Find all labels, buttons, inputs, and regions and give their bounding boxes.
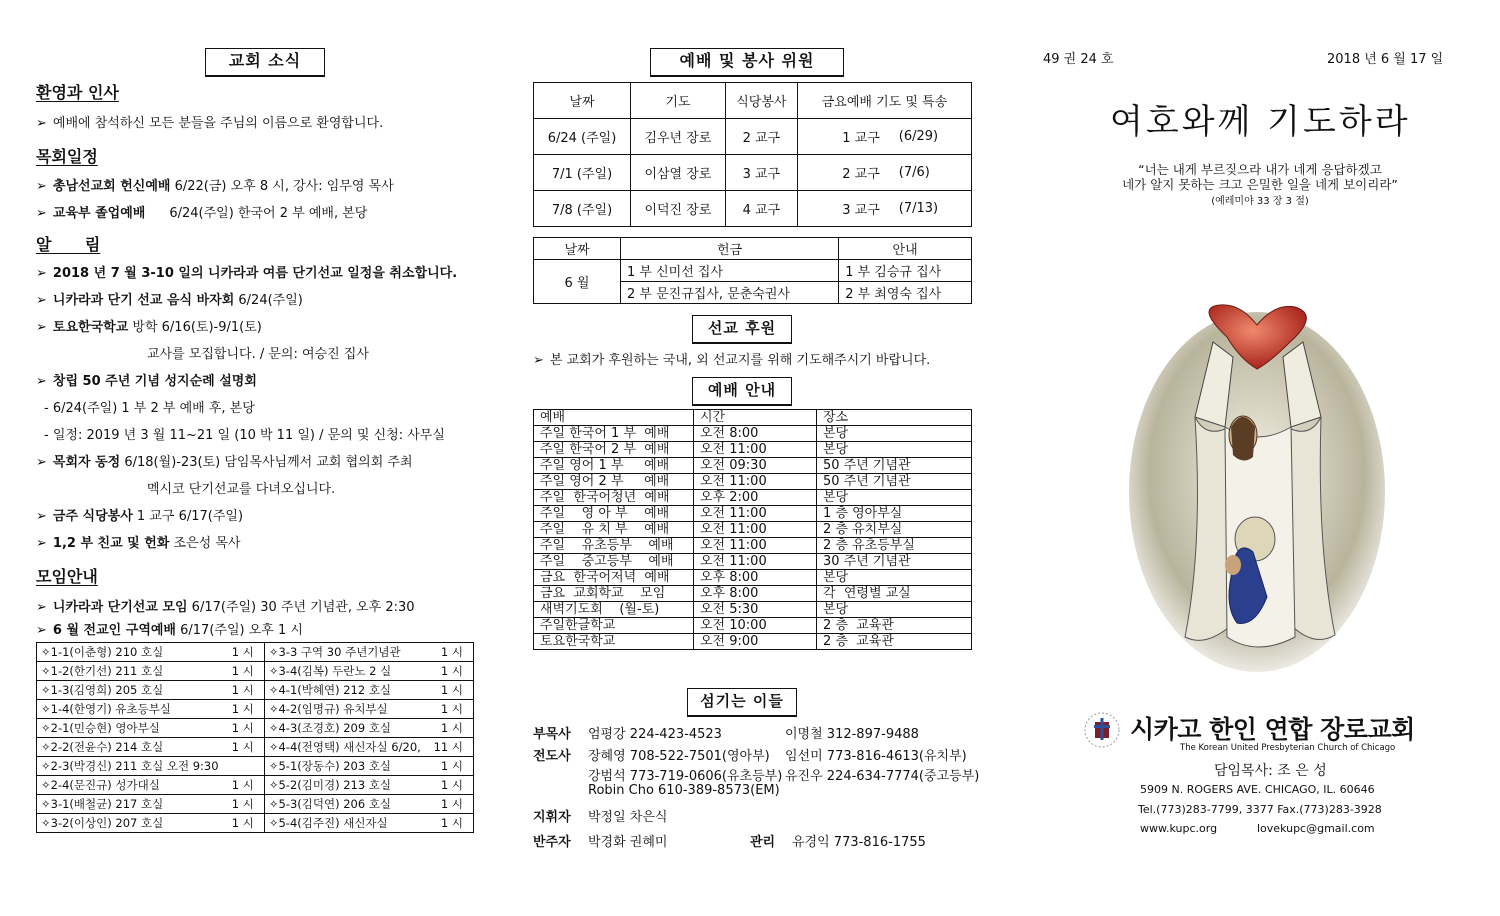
table-cell: 1 시 [227, 738, 264, 757]
table-cell: 오전 11:00 [694, 506, 817, 522]
table-cell: 2 부 문진규집사, 문춘숙권사 [621, 282, 839, 304]
table-cell: ✧3-4(김복) 두란노 2 실 [264, 662, 428, 681]
table-cell: 1 부 김승규 집사 [839, 260, 972, 282]
table-cell: ✧3-2(이상인) 207 호실 [37, 814, 227, 833]
table-cell: 1 시 [227, 700, 264, 719]
table-cell: 오전 11:00 [694, 442, 817, 458]
table-cell: 본당 [817, 570, 972, 586]
table-cell: 1 층 영아부실 [817, 506, 972, 522]
table-cell: 1 시 [429, 757, 474, 776]
church-logo [1082, 710, 1122, 750]
table-cell: 2 층 유치부실 [817, 522, 972, 538]
table-row [534, 506, 972, 522]
staff-label: 지휘자 [533, 810, 571, 825]
table-cell: 새벽기도회 (월-토) [534, 602, 694, 618]
column-header: 기도 [631, 83, 726, 119]
table-cell: 1 시 [429, 643, 474, 662]
table-row [37, 795, 474, 814]
column-header: 날짜 [534, 83, 631, 119]
table-cell: ✧3-1(배철균) 217 호실 [37, 795, 227, 814]
table-cell: ✧2-2(전윤수) 214 호실 [37, 738, 227, 757]
table-cell: 1 부 신미선 집사 [621, 260, 839, 282]
table-cell: 6 월 [534, 260, 621, 304]
column-header: 시간 [694, 410, 817, 426]
table-cell: 주일 영어 2 부 예배 [534, 474, 694, 490]
table-cell: 2 층 교육관 [817, 618, 972, 634]
table-cell: ✧4-3(조경호) 209 호실 [264, 719, 428, 738]
column-header: 식당봉사 [725, 83, 797, 119]
table-cell: 주일 한국어청년 예배 [534, 490, 694, 506]
table-cell: 3 교구 [797, 191, 897, 227]
column-header: 날짜 [534, 238, 621, 260]
table-cell: 1 시 [227, 643, 264, 662]
column-header: 헌금 [621, 238, 839, 260]
cover-illustration [1125, 297, 1390, 675]
table-row [37, 700, 474, 719]
church-phone: Tel.(773)283-7799, 3377 Fax.(773)283-3928 [1138, 803, 1382, 816]
table-header-row [534, 238, 972, 260]
column-header: 금요예배 기도 및 특송 [797, 83, 971, 119]
notice-item: ➢ 2018 년 7 월 3-10 일의 니카라과 여름 단기선교 일정을 취소합니다. [36, 262, 457, 281]
table-cell: 오전 11:00 [694, 522, 817, 538]
table-cell: ✧3-3 구역 30 주년기념관 [264, 643, 428, 662]
table-cell: 2 층 유초등부실 [817, 538, 972, 554]
notice-subline: - 6/24(주일) 1 부 2 부 예배 후, 본당 [44, 401, 255, 416]
table-cell: 오전 11:00 [694, 538, 817, 554]
church-name: 시카고 한인 연합 장로교회 [1130, 715, 1415, 744]
table-cell: 50 주년 기념관 [817, 458, 972, 474]
meeting-item: ➢ 니카라과 단기선교 모임 6/17(주일) 30 주년 기념관, 오후 2:30 [36, 596, 415, 615]
table-cell: 1 시 [429, 795, 474, 814]
table-cell: 1 시 [227, 795, 264, 814]
table-row [534, 191, 972, 227]
table-cell: 주일 한국어 1 부 예배 [534, 426, 694, 442]
table-row [37, 662, 474, 681]
welcome-text: ➢ 예배에 참석하신 모든 분들을 주님의 이름으로 환영합니다. [36, 112, 383, 131]
notice-item: ➢ 토요한국학교 방학 6/16(토)-9/1(토) [36, 316, 262, 335]
staff-person: 유경익 773-816-1755 [792, 835, 926, 850]
worship-duty-table [533, 82, 972, 227]
table-cell: 1 시 [227, 814, 264, 833]
table-cell: 1 시 [227, 681, 264, 700]
table-cell: ✧1-1(이춘형) 210 호실 [37, 643, 227, 662]
table-cell: 7/1 (주일) [534, 155, 631, 191]
group-table [36, 642, 474, 833]
notice-item: ➢ 니카라과 단기 선교 음식 바자회 6/24(주일) [36, 289, 303, 308]
table-cell: 1 시 [227, 662, 264, 681]
table-row [37, 757, 474, 776]
table-cell: 1 시 [429, 662, 474, 681]
mission-title: 선교 후원 [692, 315, 792, 344]
table-cell: ✧4-4(전영택) 새신자실 6/20, [264, 738, 428, 757]
table-cell: 2 교구 [725, 119, 797, 155]
table-cell: (7/6) [898, 155, 972, 191]
table-cell: 1 시 [429, 681, 474, 700]
table-cell: 2 교구 [797, 155, 897, 191]
table-cell: 1 시 [429, 814, 474, 833]
table-cell: 오전 09:30 [694, 458, 817, 474]
schedule-item: ➢ 교육부 졸업예배 6/24(주일) 한국어 2 부 예배, 본당 [36, 202, 367, 221]
notice-heading: 알 림 [36, 235, 101, 254]
notice-item: ➢ 금주 식당봉사 1 교구 6/17(주일) [36, 505, 243, 524]
bulletin-date: 2018 년 6 월 17 일 [1327, 52, 1444, 67]
table-row [534, 490, 972, 506]
church-address: 5909 N. ROGERS AVE. CHICAGO, IL. 60646 [1140, 783, 1375, 796]
church-english-name: The Korean United Presbyterian Church of Chicago [1180, 743, 1396, 753]
table-row [534, 602, 972, 618]
staff-person: 유진우 224-634-7774(중고등부) [785, 769, 980, 784]
worship-title: 예배 및 봉사 위원 [650, 48, 844, 77]
offering-usher-table [533, 237, 972, 304]
table-header-row [534, 410, 972, 426]
staff-person: 박경화 권혜미 [588, 835, 668, 850]
table-cell: 주일한글학교 [534, 618, 694, 634]
staff-person: 이명철 312-897-9488 [785, 727, 919, 742]
table-row [534, 474, 972, 490]
table-row [37, 643, 474, 662]
table-row [37, 776, 474, 795]
table-cell: 1 시 [429, 700, 474, 719]
staff-person: 임선미 773-816-4613(유치부) [785, 749, 967, 764]
table-cell: 본당 [817, 442, 972, 458]
table-row [534, 458, 972, 474]
table-cell: ✧1-4(한영기) 유초등부실 [37, 700, 227, 719]
table-row [534, 570, 972, 586]
table-cell: ✧4-2(임명규) 유치부실 [264, 700, 428, 719]
table-cell: 1 교구 [797, 119, 897, 155]
table-row [534, 634, 972, 650]
table-row [37, 814, 474, 833]
table-row [534, 522, 972, 538]
staff-person: 장혜영 708-522-7501(영아부) [588, 749, 770, 764]
table-row [534, 426, 972, 442]
news-title: 교회 소식 [205, 48, 325, 77]
table-cell: 금요 한국어저녁 예배 [534, 570, 694, 586]
schedule-item: ➢ 총남선교회 헌신예배 6/22(금) 오후 8 시, 강사: 임무영 목사 [36, 175, 394, 194]
table-cell: 주일 유 치 부 예배 [534, 522, 694, 538]
table-row [534, 554, 972, 570]
table-row [37, 719, 474, 738]
table-cell: 각 연령별 교실 [817, 586, 972, 602]
table-row [534, 586, 972, 602]
column-header: 안내 [839, 238, 972, 260]
notice-subline: 교사를 모집합니다. / 문의: 여승진 집사 [147, 347, 369, 362]
volume-number: 49 권 24 호 [1043, 52, 1114, 67]
staff-title: 섬기는 이들 [687, 688, 797, 717]
table-cell: 본당 [817, 490, 972, 506]
table-cell: 이삼열 장로 [631, 155, 726, 191]
table-cell: 2 부 최영숙 집사 [839, 282, 972, 304]
senior-pastor: 담임목사: 조 은 성 [1214, 763, 1327, 779]
table-cell: 토요한국학교 [534, 634, 694, 650]
service-title: 예배 안내 [692, 377, 792, 406]
table-cell: 오전 8:00 [694, 426, 817, 442]
table-cell: 주일 한국어 2 부 예배 [534, 442, 694, 458]
staff-person: 박정일 차은식 [588, 810, 668, 825]
verse-line: “너는 내게 부르짖으라 내가 네게 응답하겠고 [1138, 162, 1382, 177]
church-website[interactable]: www.kupc.org [1140, 822, 1218, 835]
table-cell: 3 교구 [725, 155, 797, 191]
table-row [534, 538, 972, 554]
table-cell: 1 시 [429, 776, 474, 795]
table-row [534, 618, 972, 634]
table-cell: 주일 유초등부 예배 [534, 538, 694, 554]
table-header-row [534, 83, 972, 119]
staff-label: 부목사 [533, 727, 571, 742]
table-row [534, 155, 972, 191]
staff-person: Robin Cho 610-389-8573(EM) [588, 783, 780, 798]
schedule-heading: 목회일정 [36, 147, 98, 166]
verse-reference: (예레미야 33 장 3 절) [1211, 196, 1309, 207]
church-email[interactable]: lovekupc@gmail.com [1257, 822, 1375, 835]
table-cell: ✧5-3(김덕연) 206 호실 [264, 795, 428, 814]
staff-person: 강범석 773-719-0606(유초등부) [588, 769, 783, 784]
meeting-item: ➢ 6 월 전교인 구역예배 6/17(주일) 오후 1 시 [36, 619, 303, 638]
table-cell: 50 주년 기념관 [817, 474, 972, 490]
table-cell: 오후 2:00 [694, 490, 817, 506]
table-cell: 오전 11:00 [694, 554, 817, 570]
sermon-title: 여호와께 기도하라 [1110, 102, 1411, 142]
table-cell: 오후 8:00 [694, 586, 817, 602]
column-header: 장소 [817, 410, 972, 426]
notice-subline: - 일정: 2019 년 3 월 11~21 일 (10 박 11 일) / 문의 및 신청: 사무실 [44, 428, 445, 443]
table-cell: 본당 [817, 426, 972, 442]
table-row [37, 681, 474, 700]
table-cell: 본당 [817, 602, 972, 618]
table-row [534, 260, 972, 282]
table-row [534, 119, 972, 155]
notice-subline: 멕시코 단기선교를 다녀오십니다. [147, 482, 336, 497]
table-cell: ✧2-3(박경신) 211 호실 오전 9:30 [37, 757, 227, 776]
table-cell: (7/13) [898, 191, 972, 227]
table-cell: 11 시 [429, 738, 474, 757]
table-cell: 1 시 [429, 719, 474, 738]
service-table [533, 409, 972, 650]
table-cell: 2 층 교육관 [817, 634, 972, 650]
notice-item: ➢ 목회자 동정 6/18(월)-23(토) 담임목사님께서 교회 협의회 주최 [36, 451, 413, 470]
table-cell: 4 교구 [725, 191, 797, 227]
table-cell: 이덕진 장로 [631, 191, 726, 227]
table-cell: 주일 영 아 부 예배 [534, 506, 694, 522]
table-cell: 김우년 장로 [631, 119, 726, 155]
table-cell: 오전 5:30 [694, 602, 817, 618]
meeting-heading: 모임안내 [36, 567, 98, 586]
table-cell: 주일 중고등부 예배 [534, 554, 694, 570]
table-cell: ✧2-4(문진규) 성가대실 [37, 776, 227, 795]
table-cell: 30 주년 기념관 [817, 554, 972, 570]
table-row [534, 442, 972, 458]
column-header: 예배 [534, 410, 694, 426]
table-cell: ✧1-2(한기선) 211 호실 [37, 662, 227, 681]
table-cell [227, 757, 264, 776]
table-cell: 1 시 [227, 776, 264, 795]
table-cell: 1 시 [227, 719, 264, 738]
staff-label: 전도사 [533, 749, 571, 764]
table-cell: ✧5-4(김주진) 새신자실 [264, 814, 428, 833]
table-cell: ✧2-1(민승현) 영아부실 [37, 719, 227, 738]
table-cell: 오전 9:00 [694, 634, 817, 650]
notice-item: ➢ 창립 50 주년 기념 성지순례 설명회 [36, 370, 257, 389]
table-cell: 6/24 (주일) [534, 119, 631, 155]
welcome-heading: 환영과 인사 [36, 83, 119, 102]
table-cell: ✧5-2(김미경) 213 호실 [264, 776, 428, 795]
table-cell: (6/29) [898, 119, 972, 155]
table-cell: 금요 교회학교 모임 [534, 586, 694, 602]
table-cell: 오후 8:00 [694, 570, 817, 586]
table-cell: ✧1-3(김영희) 205 호실 [37, 681, 227, 700]
staff-label: 반주자 [533, 835, 571, 850]
table-cell: ✧4-1(박혜연) 212 호실 [264, 681, 428, 700]
table-cell: 주일 영어 1 부 예배 [534, 458, 694, 474]
table-row [37, 738, 474, 757]
staff-person: 엄평강 224-423-4523 [588, 727, 722, 742]
table-cell: 7/8 (주일) [534, 191, 631, 227]
table-cell: 오전 11:00 [694, 474, 817, 490]
notice-item: ➢ 1,2 부 친교 및 헌화 조은성 목사 [36, 532, 240, 551]
table-cell: ✧5-1(장동수) 203 호실 [264, 757, 428, 776]
table-cell: 오전 10:00 [694, 618, 817, 634]
staff-label: 관리 [750, 835, 776, 850]
verse-line: 네가 알지 못하는 크고 은밀한 일을 네게 보이리라” [1122, 177, 1398, 192]
mission-text: ➢ 본 교회가 후원하는 국내, 외 선교지를 위해 기도해주시기 바랍니다. [533, 349, 930, 368]
